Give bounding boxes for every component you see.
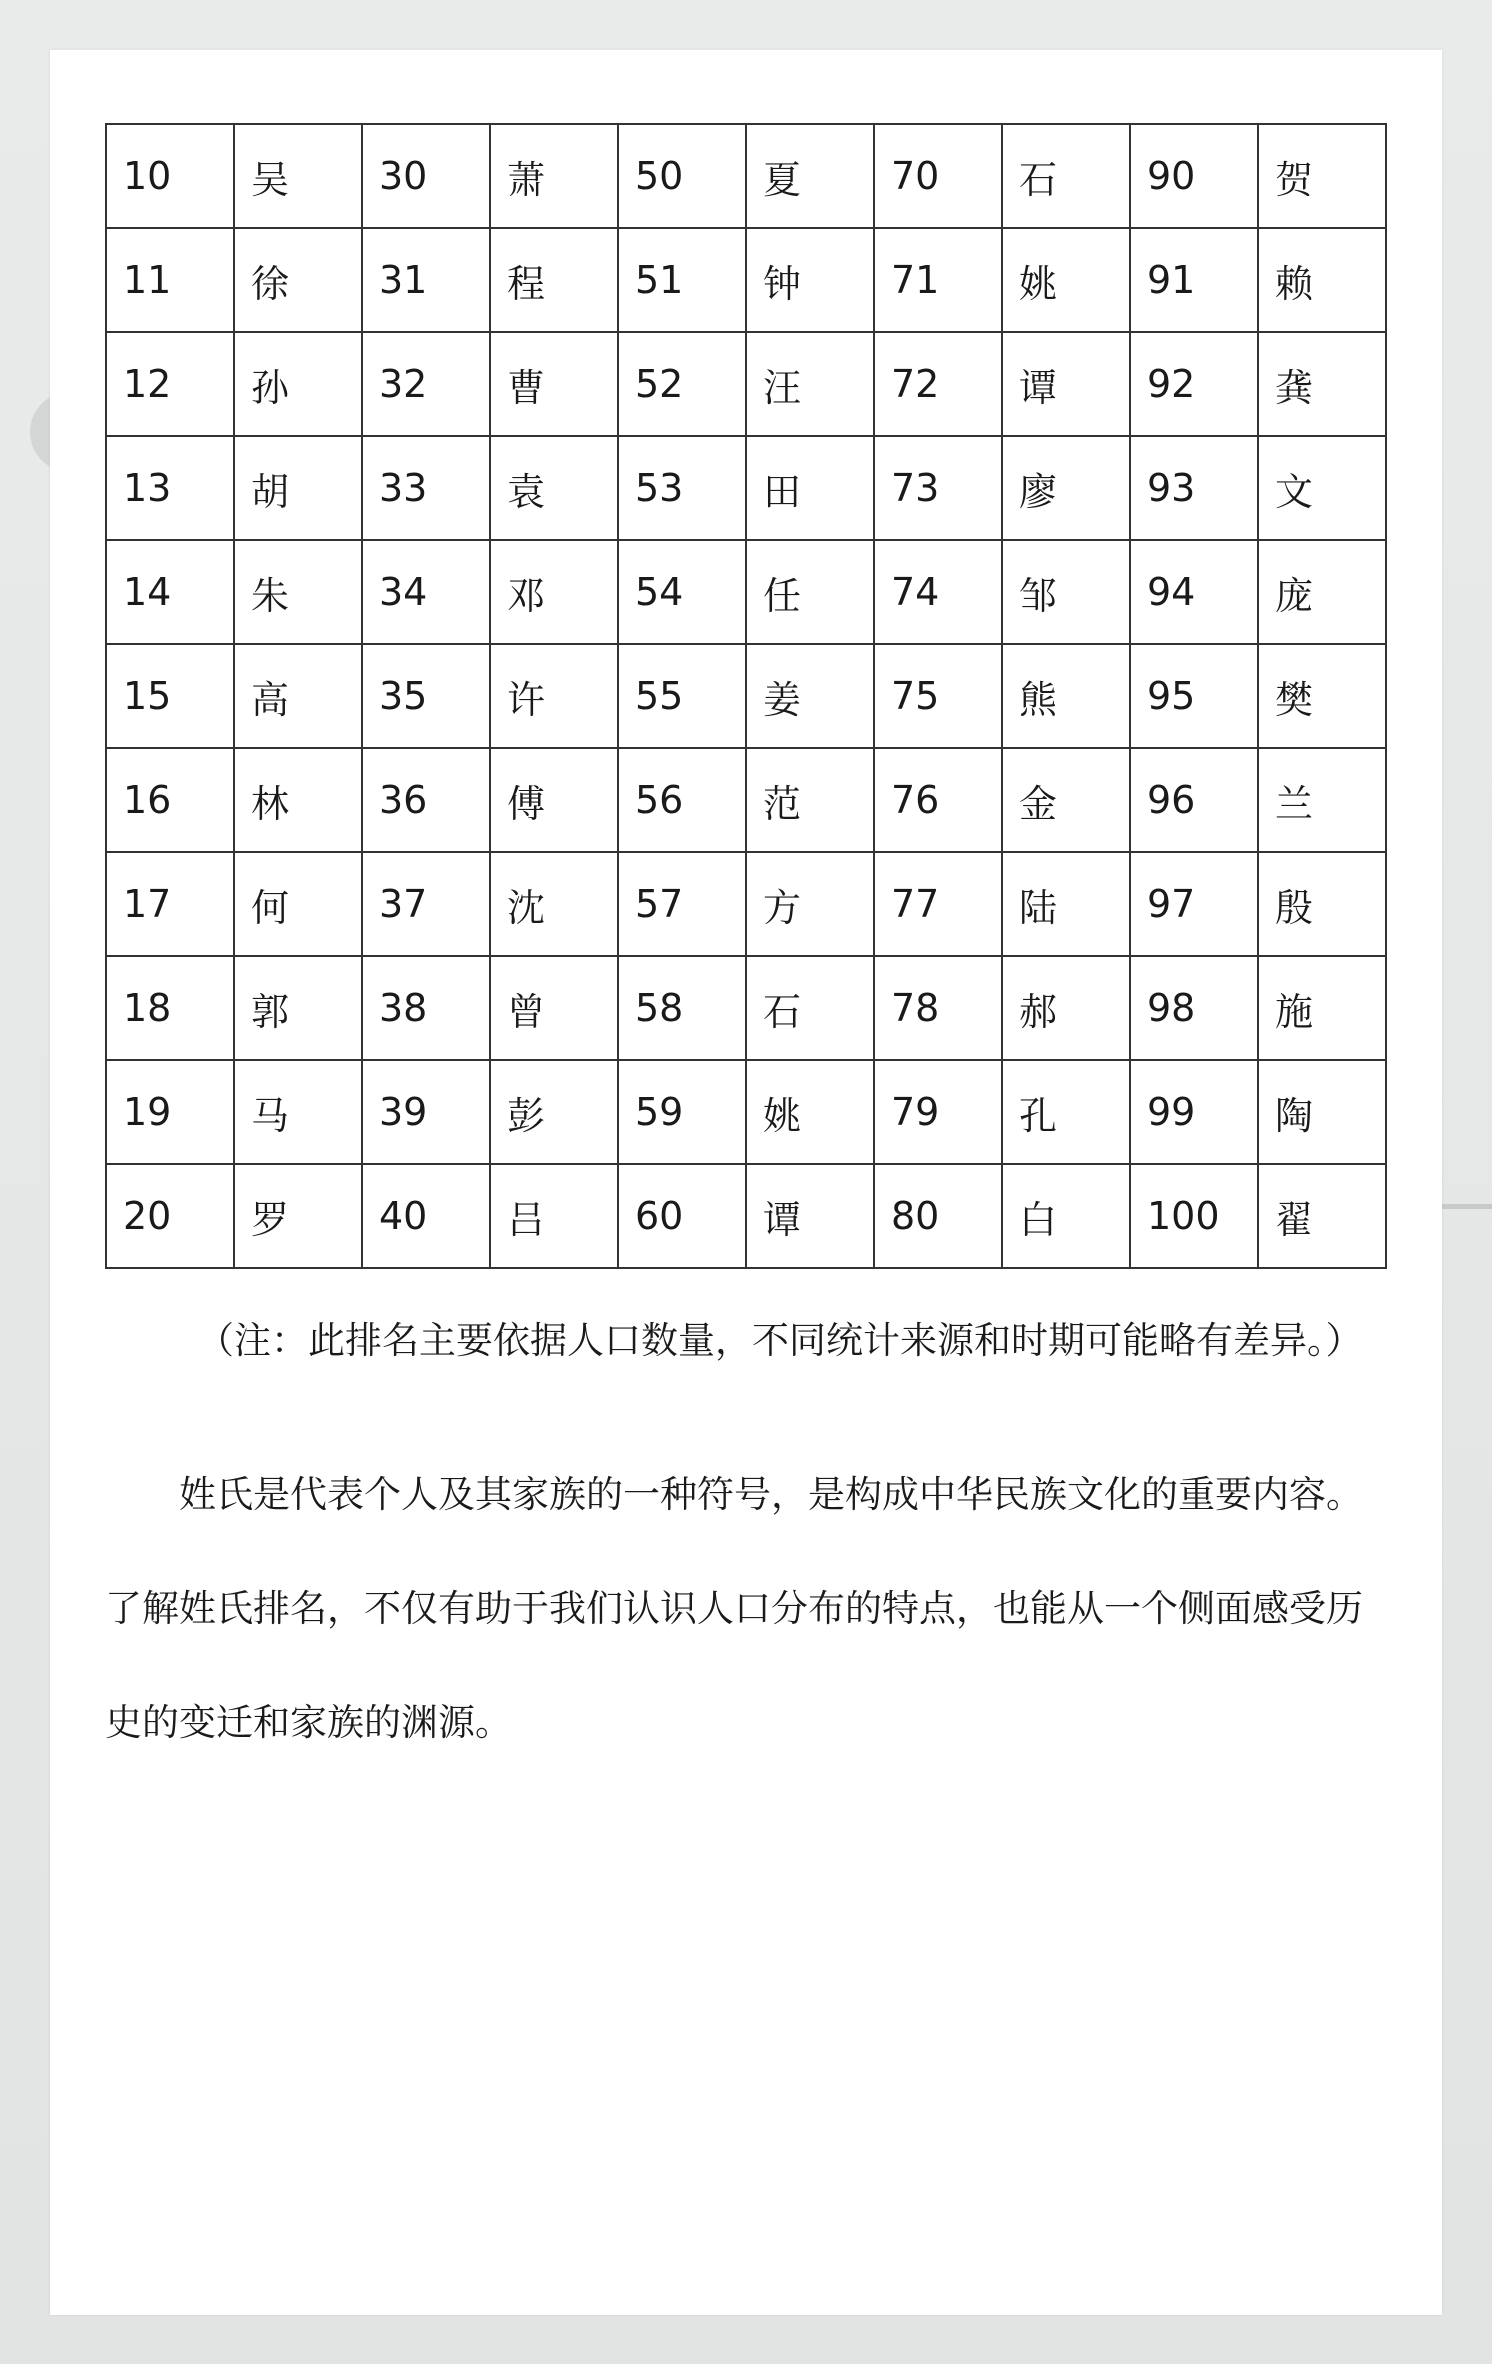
rank-cell: 76 — [874, 748, 1002, 852]
table-row — [106, 748, 1386, 852]
rank-cell: 52 — [618, 332, 746, 436]
table-row — [106, 644, 1386, 748]
rank-cell: 59 — [618, 1060, 746, 1164]
surname-cell: 施 — [1258, 956, 1386, 1060]
ranking-note: （注：此排名主要依据人口数量，不同统计来源和时期可能略有差异。） — [197, 1319, 1363, 1362]
rank-cell: 95 — [1130, 644, 1258, 748]
surname-cell: 翟 — [1258, 1164, 1386, 1268]
surname-cell: 孙 — [234, 332, 362, 436]
surname-cell: 谭 — [746, 1164, 874, 1268]
rank-cell: 31 — [362, 228, 490, 332]
surname-cell: 沈 — [490, 852, 618, 956]
rank-cell: 39 — [362, 1060, 490, 1164]
surname-cell: 任 — [746, 540, 874, 644]
rank-cell: 75 — [874, 644, 1002, 748]
table-row — [106, 540, 1386, 644]
surname-cell: 夏 — [746, 124, 874, 228]
rank-cell: 54 — [618, 540, 746, 644]
rank-cell: 73 — [874, 436, 1002, 540]
table-row — [106, 1060, 1386, 1164]
surname-cell: 谭 — [1002, 332, 1130, 436]
rank-cell: 18 — [106, 956, 234, 1060]
rank-cell: 10 — [106, 124, 234, 228]
surname-cell: 朱 — [234, 540, 362, 644]
surname-cell: 何 — [234, 852, 362, 956]
rank-cell: 90 — [1130, 124, 1258, 228]
surname-cell: 殷 — [1258, 852, 1386, 956]
rank-cell: 80 — [874, 1164, 1002, 1268]
rank-cell: 32 — [362, 332, 490, 436]
rank-cell: 100 — [1130, 1164, 1258, 1268]
surname-cell: 徐 — [234, 228, 362, 332]
surname-cell: 胡 — [234, 436, 362, 540]
rank-cell: 51 — [618, 228, 746, 332]
rank-cell: 98 — [1130, 956, 1258, 1060]
rank-cell: 36 — [362, 748, 490, 852]
surname-cell: 罗 — [234, 1164, 362, 1268]
surname-cell: 林 — [234, 748, 362, 852]
surname-cell: 姚 — [746, 1060, 874, 1164]
surname-ranking-table — [105, 123, 1387, 1269]
surname-cell: 龚 — [1258, 332, 1386, 436]
rank-cell: 96 — [1130, 748, 1258, 852]
rank-cell: 12 — [106, 332, 234, 436]
surname-cell: 许 — [490, 644, 618, 748]
rank-cell: 99 — [1130, 1060, 1258, 1164]
table-body — [106, 124, 1386, 1268]
surname-cell: 熊 — [1002, 644, 1130, 748]
rank-cell: 13 — [106, 436, 234, 540]
table-row — [106, 124, 1386, 228]
rank-cell: 30 — [362, 124, 490, 228]
table-row — [106, 852, 1386, 956]
rank-cell: 16 — [106, 748, 234, 852]
document-page — [50, 50, 1442, 2315]
surname-cell: 金 — [1002, 748, 1130, 852]
rank-cell: 56 — [618, 748, 746, 852]
surname-cell: 贺 — [1258, 124, 1386, 228]
rank-cell: 57 — [618, 852, 746, 956]
rank-cell: 11 — [106, 228, 234, 332]
right-scroll-marker[interactable] — [1440, 1204, 1492, 1209]
surname-cell: 程 — [490, 228, 618, 332]
rank-cell: 20 — [106, 1164, 234, 1268]
surname-cell: 郝 — [1002, 956, 1130, 1060]
rank-cell: 60 — [618, 1164, 746, 1268]
surname-cell: 姜 — [746, 644, 874, 748]
surname-cell: 姚 — [1002, 228, 1130, 332]
surname-cell: 吴 — [234, 124, 362, 228]
surname-cell: 吕 — [490, 1164, 618, 1268]
rank-cell: 94 — [1130, 540, 1258, 644]
surname-cell: 曹 — [490, 332, 618, 436]
surname-cell: 彭 — [490, 1060, 618, 1164]
rank-cell: 17 — [106, 852, 234, 956]
rank-cell: 34 — [362, 540, 490, 644]
rank-cell: 71 — [874, 228, 1002, 332]
surname-cell: 高 — [234, 644, 362, 748]
body-paragraph: 姓氏是代表个人及其家族的一种符号，是构成中华民族文化的重要内容。了解姓氏排名，不仅有助于我们认识人口分布的特点，也能从一个侧面感受历史的变迁和家族的渊源。 — [105, 1473, 1363, 1744]
rank-cell: 50 — [618, 124, 746, 228]
rank-cell: 19 — [106, 1060, 234, 1164]
surname-cell: 马 — [234, 1060, 362, 1164]
surname-cell: 孔 — [1002, 1060, 1130, 1164]
rank-cell: 53 — [618, 436, 746, 540]
table-row — [106, 228, 1386, 332]
rank-cell: 77 — [874, 852, 1002, 956]
surname-cell: 樊 — [1258, 644, 1386, 748]
surname-cell: 廖 — [1002, 436, 1130, 540]
surname-cell: 傅 — [490, 748, 618, 852]
surname-cell: 钟 — [746, 228, 874, 332]
rank-cell: 92 — [1130, 332, 1258, 436]
surname-cell: 田 — [746, 436, 874, 540]
surname-cell: 范 — [746, 748, 874, 852]
surname-cell: 邓 — [490, 540, 618, 644]
surname-cell: 陶 — [1258, 1060, 1386, 1164]
surname-cell: 汪 — [746, 332, 874, 436]
surname-cell: 白 — [1002, 1164, 1130, 1268]
table-row — [106, 956, 1386, 1060]
rank-cell: 91 — [1130, 228, 1258, 332]
surname-cell: 郭 — [234, 956, 362, 1060]
surname-cell: 兰 — [1258, 748, 1386, 852]
table-row — [106, 1164, 1386, 1268]
rank-cell: 35 — [362, 644, 490, 748]
rank-cell: 38 — [362, 956, 490, 1060]
surname-cell: 石 — [746, 956, 874, 1060]
table-row — [106, 436, 1386, 540]
surname-cell: 赖 — [1258, 228, 1386, 332]
surname-cell: 文 — [1258, 436, 1386, 540]
rank-cell: 14 — [106, 540, 234, 644]
table-row — [106, 332, 1386, 436]
rank-cell: 40 — [362, 1164, 490, 1268]
rank-cell: 79 — [874, 1060, 1002, 1164]
surname-cell: 方 — [746, 852, 874, 956]
surname-cell: 袁 — [490, 436, 618, 540]
rank-cell: 70 — [874, 124, 1002, 228]
surname-cell: 邹 — [1002, 540, 1130, 644]
surname-cell: 萧 — [490, 124, 618, 228]
rank-cell: 58 — [618, 956, 746, 1060]
rank-cell: 72 — [874, 332, 1002, 436]
surname-cell: 曾 — [490, 956, 618, 1060]
rank-cell: 15 — [106, 644, 234, 748]
rank-cell: 55 — [618, 644, 746, 748]
rank-cell: 93 — [1130, 436, 1258, 540]
rank-cell: 78 — [874, 956, 1002, 1060]
rank-cell: 33 — [362, 436, 490, 540]
surname-cell: 石 — [1002, 124, 1130, 228]
surname-cell: 陆 — [1002, 852, 1130, 956]
rank-cell: 74 — [874, 540, 1002, 644]
rank-cell: 37 — [362, 852, 490, 956]
rank-cell: 97 — [1130, 852, 1258, 956]
surname-cell: 庞 — [1258, 540, 1386, 644]
